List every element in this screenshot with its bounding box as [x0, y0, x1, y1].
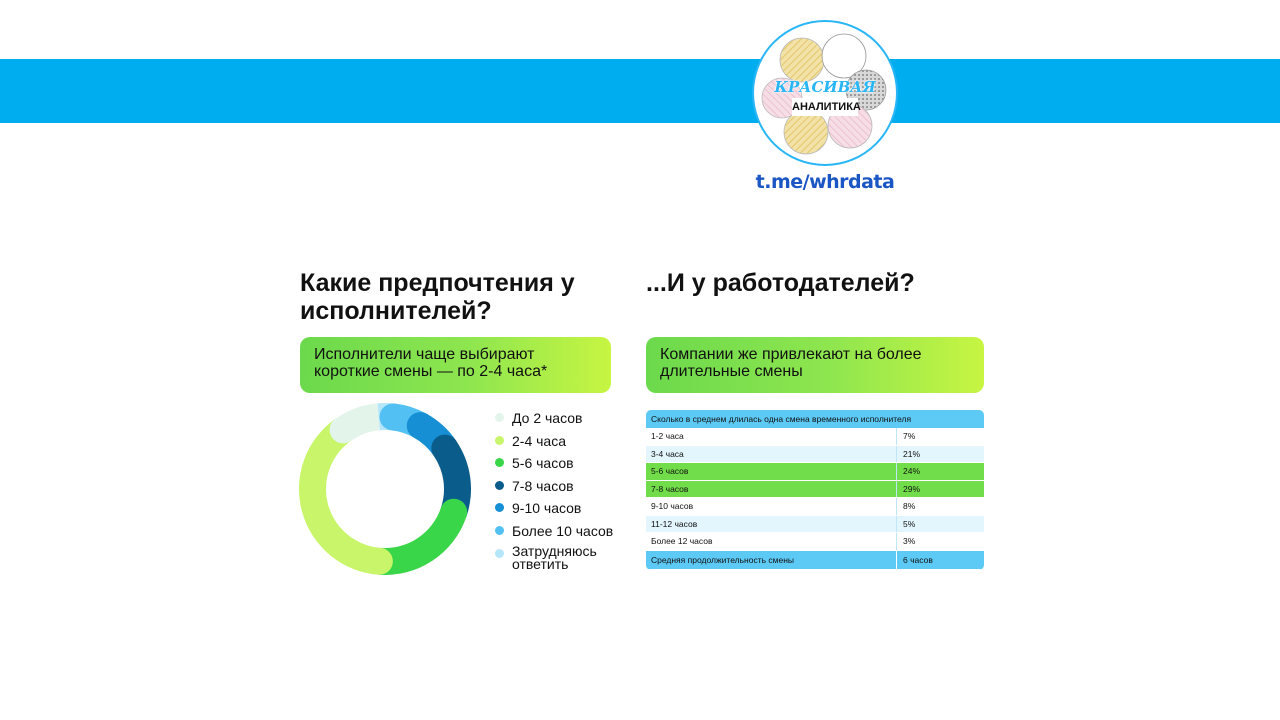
row-label: Более 12 часов: [651, 536, 713, 546]
table-row: [646, 516, 984, 534]
row-label: 7-8 часов: [651, 483, 689, 494]
footer-value: 6 часов: [896, 551, 984, 569]
legend-item: [495, 432, 625, 455]
legend-swatch: [495, 436, 504, 445]
legend-label: 9-10 часов: [512, 500, 582, 517]
donut-slice-cap-6: [380, 403, 407, 430]
row-label: 11-12 часов: [651, 518, 698, 529]
table-footer-row: [646, 551, 984, 570]
row-value: 24%: [896, 463, 984, 480]
row-value: 3%: [896, 533, 984, 550]
right-heading: ...И у работодателей?: [646, 269, 915, 297]
donut-slice-cap-2: [366, 548, 393, 575]
logo-subtitle: АНАЛИТИКА: [792, 98, 858, 116]
legend-item: [495, 542, 625, 572]
legend-item: [495, 409, 625, 432]
table-title: Сколько в среднем длилась одна смена временного исполнителя: [646, 410, 984, 428]
legend-swatch: [495, 413, 504, 422]
legend-swatch: [495, 549, 504, 558]
legend-label: До 2 часов: [512, 410, 583, 426]
legend-swatch: [495, 526, 504, 535]
table-row: [646, 428, 984, 446]
legend-label: Более 10 часов: [512, 522, 614, 539]
legend-label: 5-6 часов: [512, 455, 574, 472]
legend-swatch: [495, 503, 504, 512]
brand-logo: [752, 20, 898, 166]
row-value: 21%: [896, 446, 984, 463]
chart-legend: [495, 409, 625, 572]
legend-label: 7-8 часов: [512, 477, 574, 494]
legend-item: [495, 499, 625, 522]
table-body: [646, 428, 984, 551]
donut-slice-cap-4: [431, 435, 458, 462]
table-row: [646, 533, 984, 551]
footer-label: Средняя продолжительность смены: [651, 554, 795, 565]
top-band: [0, 59, 1280, 123]
legend-item: [495, 522, 625, 545]
row-value: 8%: [896, 498, 984, 515]
legend-item: [495, 454, 625, 477]
row-value: 5%: [896, 516, 984, 533]
telegram-link[interactable]: t.me/whrdata: [755, 171, 895, 193]
left-callout: Исполнители чаще выбирают короткие смены — по 2-4 часа*: [300, 337, 611, 393]
table-row: [646, 498, 984, 516]
table-row: [646, 446, 984, 464]
row-label: 1-2 часа: [651, 431, 684, 441]
table-row: [646, 463, 984, 481]
row-label: 9-10 часов: [651, 501, 694, 511]
legend-label: Затрудняюсь ответить: [512, 542, 597, 572]
donut-chart: [299, 403, 471, 575]
row-label: 3-4 часа: [651, 448, 684, 459]
shift-duration-table: [646, 410, 984, 570]
row-value: 29%: [896, 481, 984, 498]
donut-slice-cap-5: [407, 412, 434, 439]
right-callout: Компании же привлекают на более длительные смены: [646, 337, 984, 393]
donut-slice-cap-1: [330, 416, 357, 443]
legend-swatch: [495, 481, 504, 490]
table-row: [646, 481, 984, 499]
row-value: 7%: [896, 428, 984, 445]
logo-title: КРАСИВАЯ: [774, 78, 876, 96]
donut-slice-cap-3: [440, 499, 467, 526]
legend-swatch: [495, 458, 504, 467]
row-label: 5-6 часов: [651, 466, 689, 476]
legend-item: [495, 477, 625, 500]
left-heading: Какие предпочтения у исполнителей?: [300, 269, 575, 325]
legend-label: 2-4 часа: [512, 432, 566, 449]
